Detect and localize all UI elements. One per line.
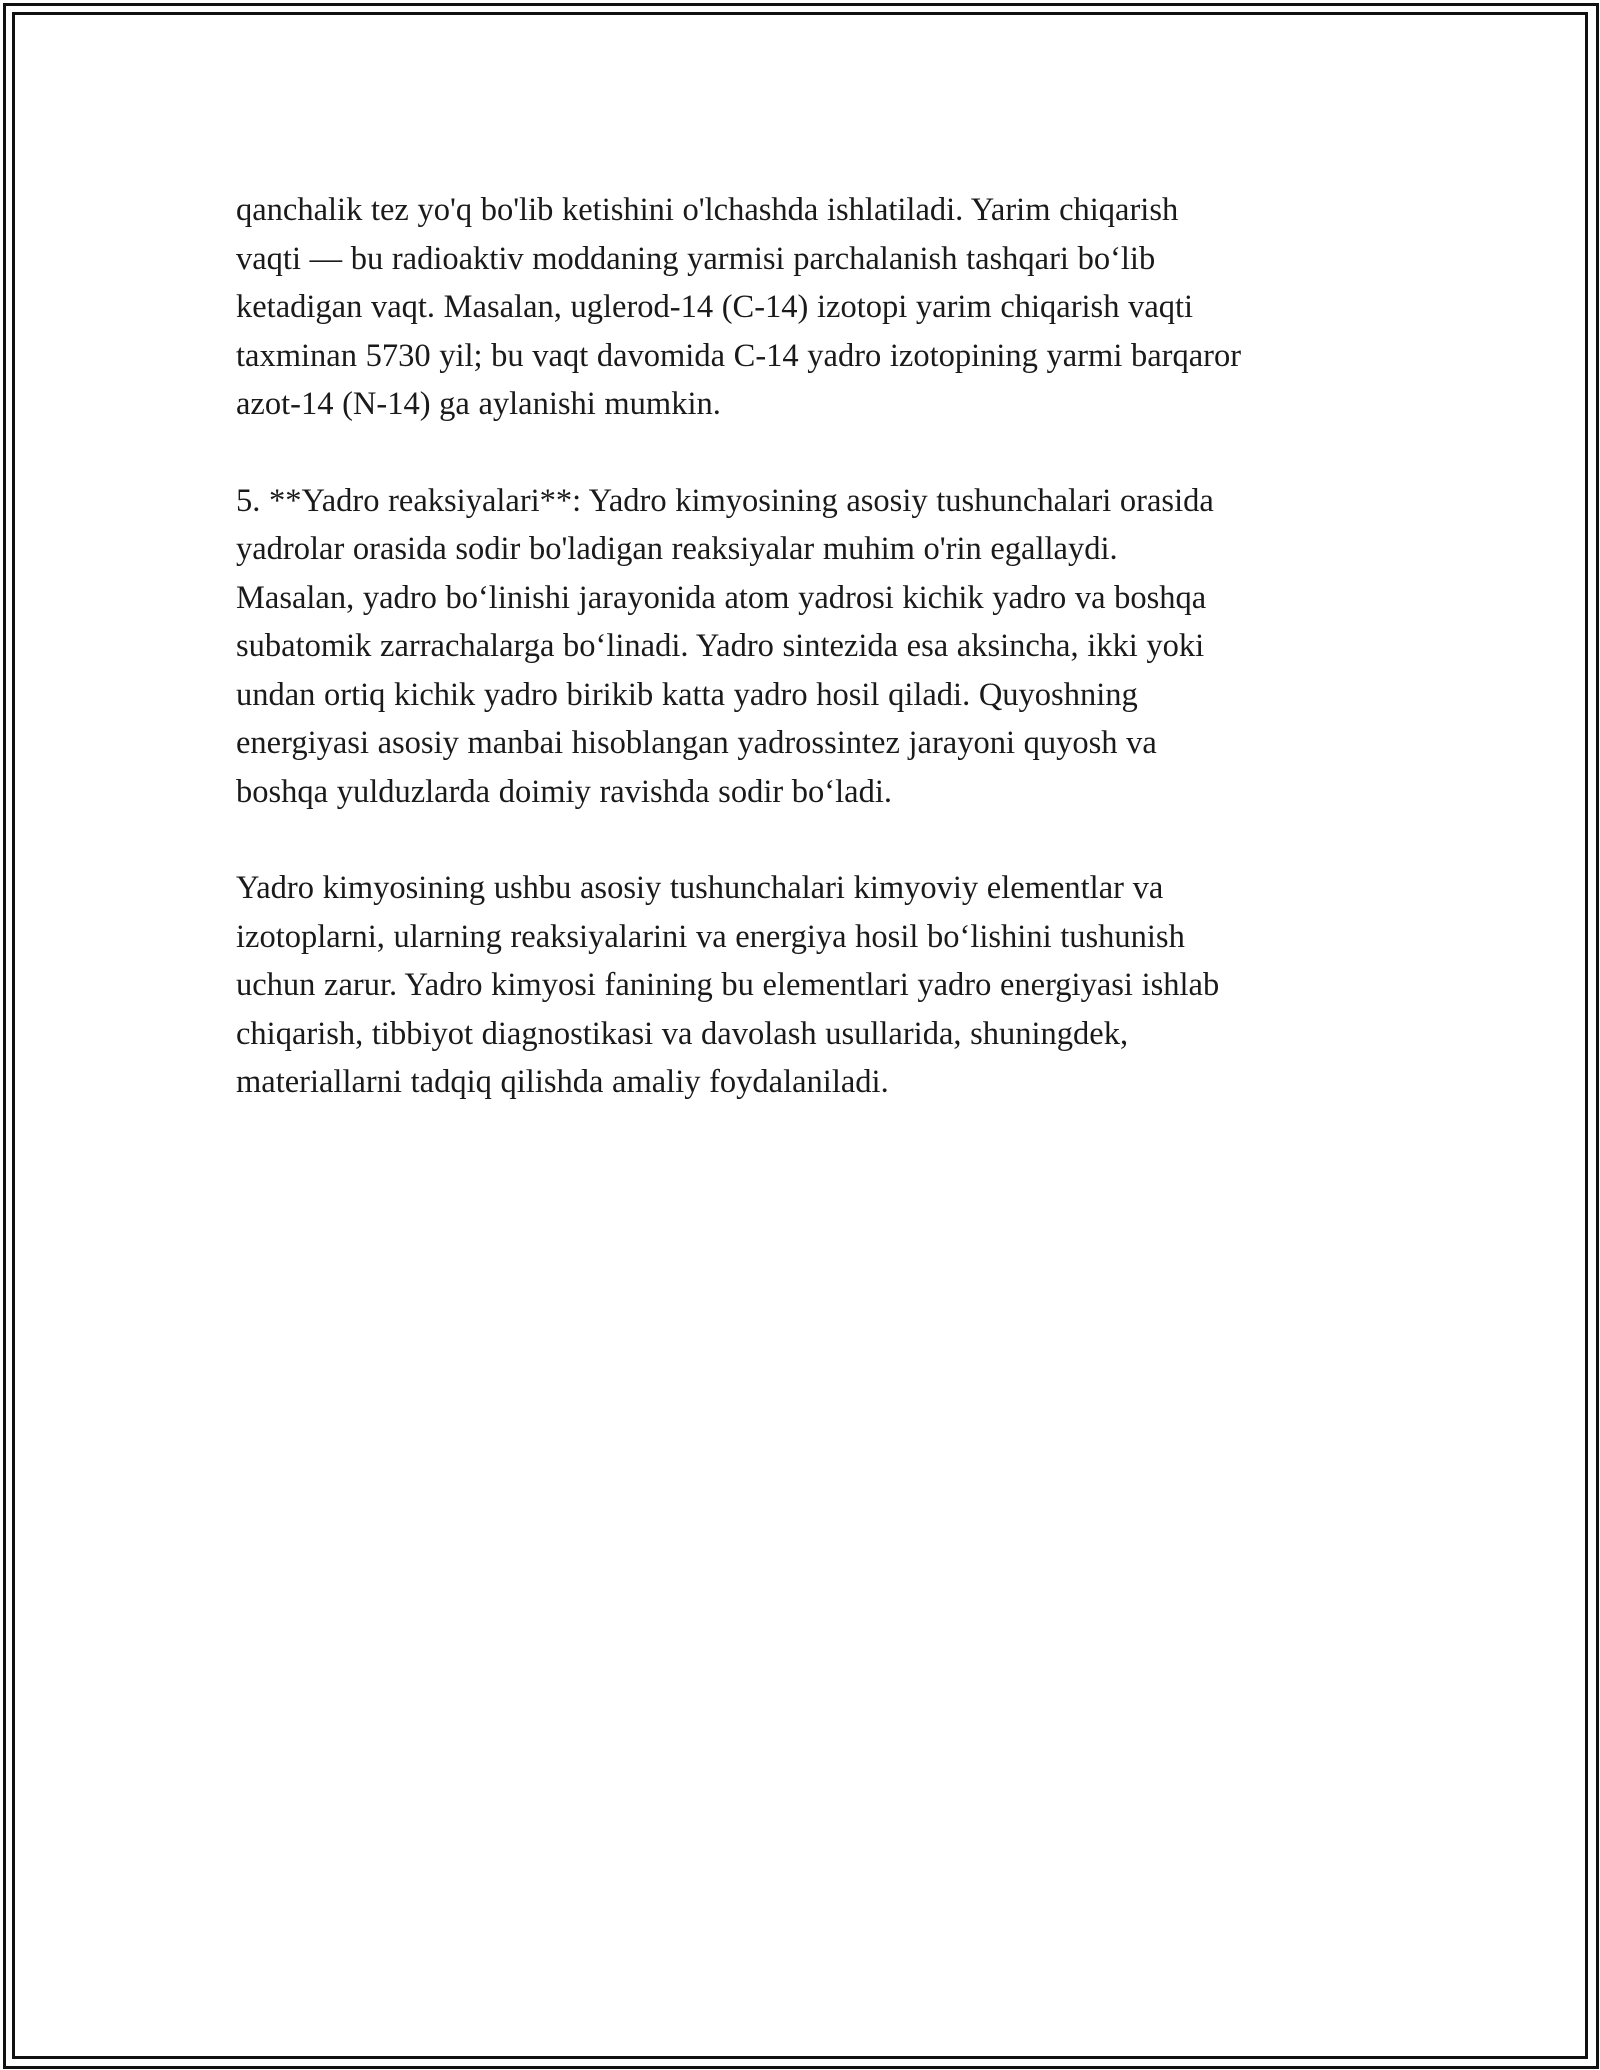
text-line: vaqti — bu radioaktiv moddaning yarmisi parchalanish tashqari bo‘lib <box>236 240 1156 277</box>
text-line: materiallarni tadqiq qilishda amaliy foydalaniladi. <box>236 1064 889 1100</box>
text-line: taxminan 5730 yil; bu vaqt davomida C-14 yadro izotopining yarmi barqaror <box>236 337 1242 374</box>
text-line: izotoplarni, ularning reaksiyalarini va energiya hosil bo‘lishini tushunish <box>236 918 1185 955</box>
text-line: ketadigan vaqt. Masalan, uglerod-14 (C-14) izotopi yarim chiqarish vaqti <box>236 289 1194 325</box>
text-line: energiyasi asosiy manbai hisoblangan yadrossintez jarayoni quyosh va <box>236 725 1157 761</box>
text-line: undan ortiq kichik yadro birikib katta yadro hosil qiladi. Quyoshning <box>236 676 1138 713</box>
paragraph-conclusion <box>236 864 1376 1107</box>
text-line: azot-14 (N-14) ga aylanishi mumkin. <box>236 386 721 422</box>
text-line: Yadro kimyosining ushbu asosiy tushunchalari kimyoviy elementlar va <box>236 870 1164 906</box>
paragraph-nuclear-reactions <box>236 477 1376 817</box>
text-line: subatomik zarrachalarga bo‘linadi. Yadro sintezida esa aksincha, ikki yoki <box>236 628 1205 664</box>
text-line: yadrolar orasida sodir bo'ladigan reaksiyalar muhim o'rin egallaydi. <box>236 531 1118 567</box>
text-line: 5. **Yadro reaksiyalari**: Yadro kimyosining asosiy tushunchalari orasida <box>236 482 1214 519</box>
text-line: chiqarish, tibbiyot diagnostikasi va davolash usullarida, shuningdek, <box>236 1015 1129 1052</box>
text-line: uchun zarur. Yadro kimyosi fanining bu elementlari yadro energiyasi ishlab <box>236 967 1220 1003</box>
text-line: qanchalik tez yo'q bo'lib ketishini o'lchashda ishlatiladi. Yarim chiqarish <box>236 192 1179 228</box>
paragraph-half-life <box>236 186 1376 429</box>
document-body <box>236 186 1376 1155</box>
text-line: Masalan, yadro bo‘linishi jarayonida atom yadrosi kichik yadro va boshqa <box>236 579 1207 616</box>
text-line: boshqa yulduzlarda doimiy ravishda sodir bo‘ladi. <box>236 773 892 810</box>
